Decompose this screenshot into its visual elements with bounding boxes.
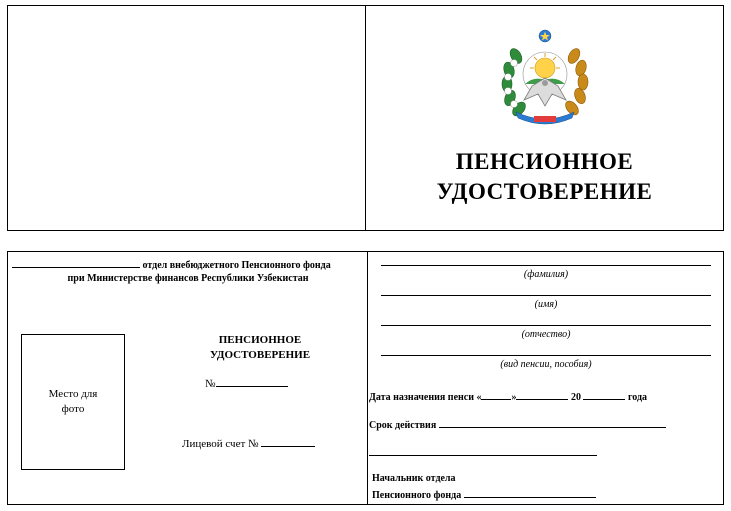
cover-title-line2: УДОСТОВЕРЕНИЕ — [436, 179, 653, 204]
head-line2: Пенсионного фонда — [372, 490, 462, 501]
validity-row — [369, 417, 666, 431]
department-text: отдел внебюджетного Пенсионного фонда — [142, 260, 331, 271]
inner-title-line1: ПЕНСИОННОЕ — [218, 334, 302, 346]
validity-blank[interactable] — [439, 417, 666, 428]
pension-type-line[interactable] — [381, 355, 711, 356]
assignment-date-row — [369, 389, 647, 403]
date-quote-close: » — [511, 392, 517, 403]
photo-label-line1: Место для — [48, 388, 98, 400]
inner-title — [160, 333, 360, 363]
account-number-label: Лицевой счет № — [182, 438, 259, 450]
patronymic-caption: (отчество) — [521, 329, 571, 340]
signature-blank[interactable] — [464, 487, 596, 498]
cover-title-line1: ПЕНСИОННОЕ — [455, 149, 634, 174]
account-number-row — [182, 436, 315, 450]
cover-title — [366, 147, 723, 207]
surname-caption: (фамилия) — [523, 269, 569, 280]
department-line1 — [12, 258, 364, 273]
date-month-blank[interactable] — [516, 389, 568, 400]
date-day-blank[interactable] — [481, 389, 511, 400]
name-line[interactable] — [381, 295, 711, 296]
pension-type-caption: (вид пенсии, пособия) — [500, 359, 592, 370]
validity-extra-line[interactable] — [369, 455, 597, 456]
photo-label-line2: фото — [61, 403, 85, 415]
certificate-number-row — [205, 376, 288, 390]
inner-title-line2: УДОСТОВЕРЕНИЕ — [209, 349, 311, 361]
date-suffix: года — [627, 392, 648, 403]
certificate-number-blank[interactable] — [216, 376, 288, 387]
certificate-number-label: № — [205, 378, 216, 390]
validity-label: Срок действия — [369, 420, 437, 431]
state-emblem-icon — [494, 26, 596, 128]
department-line2: при Министерстве финансов Республики Узбекистан — [67, 273, 309, 284]
date-year-blank[interactable] — [583, 389, 625, 400]
photo-label — [21, 387, 125, 417]
assignment-date-label: Дата назначения пенси « — [369, 392, 482, 403]
date-year-prefix: 20 — [570, 392, 581, 403]
head-line1: Начальник отдела — [372, 473, 456, 484]
account-number-blank[interactable] — [261, 436, 315, 447]
department-blank[interactable] — [12, 258, 140, 268]
head-row2 — [372, 487, 596, 501]
surname-line[interactable] — [381, 265, 711, 266]
name-caption: (имя) — [534, 299, 558, 310]
patronymic-line[interactable] — [381, 325, 711, 326]
inner-fold-divider — [367, 251, 368, 505]
